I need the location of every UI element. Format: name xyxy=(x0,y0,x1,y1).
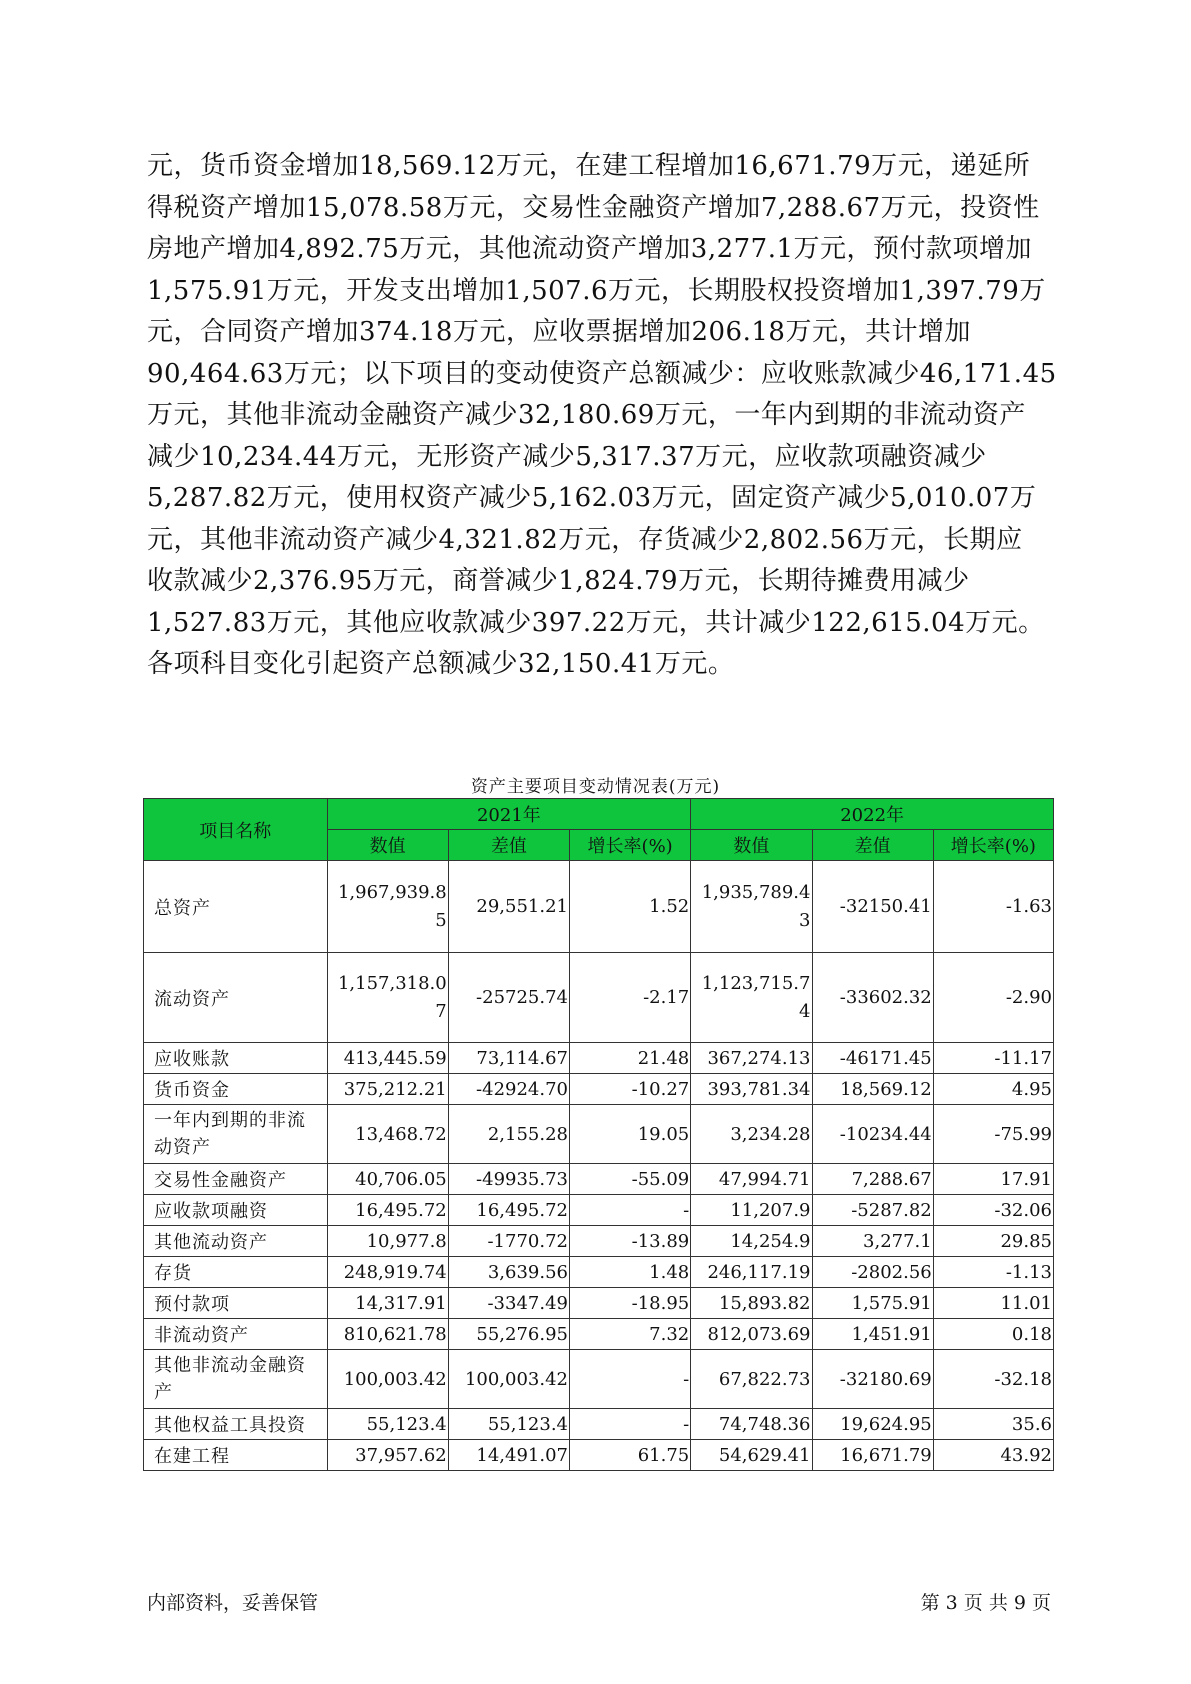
table-row xyxy=(144,1257,1054,1288)
cell-diff-2022: -32150.41 xyxy=(812,861,933,953)
cell-growth-2021: -55.09 xyxy=(570,1164,691,1195)
cell-value-2022: 393,781.34 xyxy=(691,1074,812,1105)
paragraph-line: 得税资产增加15,078.58万元，交易性金融资产增加7,288.67万元，投资性 xyxy=(147,192,1040,223)
cell-growth-2021: 1.52 xyxy=(570,861,691,953)
cell-value-2021: 16,495.72 xyxy=(327,1195,448,1226)
row-name: 应收款项融资 xyxy=(144,1195,328,1226)
cell-value-2021: 13,468.72 xyxy=(327,1105,448,1164)
cell-diff-2022: -33602.32 xyxy=(812,953,933,1043)
cell-value-2022: 15,893.82 xyxy=(691,1288,812,1319)
cell-value-2022: 74,748.36 xyxy=(691,1409,812,1440)
cell-value-2022: 54,629.41 xyxy=(691,1440,812,1471)
cell-value-2022: 812,073.69 xyxy=(691,1319,812,1350)
header-growth: 增长率(%) xyxy=(570,830,691,861)
cell-growth-2021: - xyxy=(570,1350,691,1409)
cell-value-2021: 248,919.74 xyxy=(327,1257,448,1288)
cell-growth-2022: 4.95 xyxy=(933,1074,1053,1105)
cell-diff-2022: 7,288.67 xyxy=(812,1164,933,1195)
cell-diff-2022: 19,624.95 xyxy=(812,1409,933,1440)
cell-growth-2022: -1.63 xyxy=(933,861,1053,953)
cell-value-2021: 1,967,939.85 xyxy=(327,861,448,953)
cell-value-2022: 1,123,715.74 xyxy=(691,953,812,1043)
table-row xyxy=(144,1195,1054,1226)
table-row xyxy=(144,1164,1054,1195)
cell-diff-2022: 16,671.79 xyxy=(812,1440,933,1471)
cell-value-2022: 367,274.13 xyxy=(691,1043,812,1074)
table-row xyxy=(144,1319,1054,1350)
row-name: 应收账款 xyxy=(144,1043,328,1074)
cell-diff-2021: -42924.70 xyxy=(448,1074,569,1105)
row-name: 其他权益工具投资 xyxy=(144,1409,328,1440)
cell-growth-2022: -2.90 xyxy=(933,953,1053,1043)
cell-diff-2021: 3,639.56 xyxy=(448,1257,569,1288)
cell-diff-2021: -3347.49 xyxy=(448,1288,569,1319)
cell-diff-2022: -10234.44 xyxy=(812,1105,933,1164)
table-row xyxy=(144,953,1054,1043)
row-name: 在建工程 xyxy=(144,1440,328,1471)
cell-growth-2021: -18.95 xyxy=(570,1288,691,1319)
paragraph-line: 元，合同资产增加374.18万元，应收票据增加206.18万元，共计增加 xyxy=(147,317,971,347)
row-name: 非流动资产 xyxy=(144,1319,328,1350)
cell-growth-2021: 19.05 xyxy=(570,1105,691,1164)
cell-growth-2021: -13.89 xyxy=(570,1226,691,1257)
footer-page-number: 第 3 页 共 9 页 xyxy=(920,1592,1051,1614)
cell-diff-2021: 55,123.4 xyxy=(448,1409,569,1440)
header-growth: 增长率(%) xyxy=(933,830,1053,861)
footer-confidential: 内部资料，妥善保管 xyxy=(147,1592,319,1614)
row-name: 货币资金 xyxy=(144,1074,328,1105)
cell-growth-2022: -32.06 xyxy=(933,1195,1053,1226)
cell-growth-2022: 35.6 xyxy=(933,1409,1053,1440)
cell-value-2022: 246,117.19 xyxy=(691,1257,812,1288)
cell-growth-2021: - xyxy=(570,1409,691,1440)
paragraph-line: 万元，其他非流动金融资产减少32,180.69万元，一年内到期的非流动资产 xyxy=(147,400,1026,430)
cell-diff-2021: 16,495.72 xyxy=(448,1195,569,1226)
table-row xyxy=(144,1105,1054,1164)
table-row xyxy=(144,1226,1054,1257)
cell-value-2022: 67,822.73 xyxy=(691,1350,812,1409)
cell-growth-2022: -75.99 xyxy=(933,1105,1053,1164)
paragraph-line: 房地产增加4,892.75万元，其他流动资产增加3,277.1万元，预付款项增加 xyxy=(147,234,1033,264)
cell-growth-2022: -32.18 xyxy=(933,1350,1053,1409)
cell-value-2022: 47,994.71 xyxy=(691,1164,812,1195)
cell-diff-2022: -5287.82 xyxy=(812,1195,933,1226)
cell-growth-2022: 11.01 xyxy=(933,1288,1053,1319)
paragraph-line: 1,527.83万元，其他应收款减少397.22万元，共计减少122,615.04万元。 xyxy=(147,607,1045,638)
header-value: 数值 xyxy=(327,830,448,861)
row-name: 预付款项 xyxy=(144,1288,328,1319)
cell-growth-2022: 29.85 xyxy=(933,1226,1053,1257)
cell-value-2021: 55,123.4 xyxy=(327,1409,448,1440)
table-caption: 资产主要项目变动情况表(万元) xyxy=(470,777,721,797)
cell-value-2022: 11,207.9 xyxy=(691,1195,812,1226)
paragraph-line: 90,464.63万元；以下项目的变动使资产总额减少：应收账款减少46,171.45 xyxy=(147,358,1057,389)
paragraph-line: 元，其他非流动资产减少4,321.82万元，存货减少2,802.56万元，长期应 xyxy=(147,524,1023,555)
table-row xyxy=(144,1350,1054,1409)
cell-value-2022: 1,935,789.43 xyxy=(691,861,812,953)
row-name: 交易性金融资产 xyxy=(144,1164,328,1195)
cell-diff-2022: 1,451.91 xyxy=(812,1319,933,1350)
table-row xyxy=(144,1074,1054,1105)
header-year-2022: 2022年 xyxy=(691,799,1054,830)
cell-diff-2021: 100,003.42 xyxy=(448,1350,569,1409)
paragraph-line: 5,287.82万元，使用权资产减少5,162.03万元，固定资产减少5,010.07万 xyxy=(147,483,1037,513)
row-name: 其他非流动金融资产 xyxy=(144,1350,328,1409)
cell-diff-2022: 3,277.1 xyxy=(812,1226,933,1257)
cell-value-2021: 14,317.91 xyxy=(327,1288,448,1319)
header-item-name: 项目名称 xyxy=(144,799,328,861)
paragraph-line: 1,575.91万元，开发支出增加1,507.6万元，长期股权投资增加1,397.79万 xyxy=(147,275,1046,306)
cell-growth-2021: -2.17 xyxy=(570,953,691,1043)
row-name: 一年内到期的非流动资产 xyxy=(144,1105,328,1164)
cell-value-2021: 100,003.42 xyxy=(327,1350,448,1409)
cell-diff-2022: 1,575.91 xyxy=(812,1288,933,1319)
body-paragraph xyxy=(147,146,1057,686)
table-row xyxy=(144,861,1054,953)
asset-change-table xyxy=(143,798,1054,1471)
cell-growth-2021: 61.75 xyxy=(570,1440,691,1471)
row-name: 其他流动资产 xyxy=(144,1226,328,1257)
header-value: 数值 xyxy=(691,830,812,861)
cell-diff-2022: -32180.69 xyxy=(812,1350,933,1409)
cell-growth-2021: - xyxy=(570,1195,691,1226)
cell-diff-2021: -49935.73 xyxy=(448,1164,569,1195)
cell-diff-2021: 73,114.67 xyxy=(448,1043,569,1074)
cell-diff-2021: 14,491.07 xyxy=(448,1440,569,1471)
table-row xyxy=(144,1409,1054,1440)
cell-growth-2022: 0.18 xyxy=(933,1319,1053,1350)
header-diff: 差值 xyxy=(448,830,569,861)
cell-value-2021: 1,157,318.07 xyxy=(327,953,448,1043)
cell-diff-2022: 18,569.12 xyxy=(812,1074,933,1105)
cell-diff-2021: -25725.74 xyxy=(448,953,569,1043)
row-name: 流动资产 xyxy=(144,953,328,1043)
cell-diff-2021: 29,551.21 xyxy=(448,861,569,953)
cell-growth-2021: 7.32 xyxy=(570,1319,691,1350)
cell-growth-2021: 21.48 xyxy=(570,1043,691,1074)
cell-growth-2021: 1.48 xyxy=(570,1257,691,1288)
row-name: 总资产 xyxy=(144,861,328,953)
paragraph-line: 减少10,234.44万元，无形资产减少5,317.37万元，应收款项融资减少 xyxy=(147,441,987,472)
cell-diff-2021: -1770.72 xyxy=(448,1226,569,1257)
cell-growth-2022: -1.13 xyxy=(933,1257,1053,1288)
table-row xyxy=(144,1288,1054,1319)
cell-growth-2022: 17.91 xyxy=(933,1164,1053,1195)
header-year-2021: 2021年 xyxy=(327,799,691,830)
cell-value-2021: 810,621.78 xyxy=(327,1319,448,1350)
cell-value-2022: 14,254.9 xyxy=(691,1226,812,1257)
header-diff: 差值 xyxy=(812,830,933,861)
cell-growth-2022: -11.17 xyxy=(933,1043,1053,1074)
table-row xyxy=(144,1043,1054,1074)
cell-value-2021: 37,957.62 xyxy=(327,1440,448,1471)
cell-value-2021: 413,445.59 xyxy=(327,1043,448,1074)
cell-value-2021: 40,706.05 xyxy=(327,1164,448,1195)
table-row xyxy=(144,1440,1054,1471)
cell-value-2021: 10,977.8 xyxy=(327,1226,448,1257)
paragraph-line: 收款减少2,376.95万元，商誉减少1,824.79万元，长期待摊费用减少 xyxy=(147,566,970,596)
cell-value-2022: 3,234.28 xyxy=(691,1105,812,1164)
cell-growth-2021: -10.27 xyxy=(570,1074,691,1105)
cell-growth-2022: 43.92 xyxy=(933,1440,1053,1471)
cell-value-2021: 375,212.21 xyxy=(327,1074,448,1105)
cell-diff-2021: 55,276.95 xyxy=(448,1319,569,1350)
cell-diff-2022: -46171.45 xyxy=(812,1043,933,1074)
cell-diff-2021: 2,155.28 xyxy=(448,1105,569,1164)
paragraph-line: 各项科目变化引起资产总额减少32,150.41万元。 xyxy=(147,649,735,679)
row-name: 存货 xyxy=(144,1257,328,1288)
cell-diff-2022: -2802.56 xyxy=(812,1257,933,1288)
paragraph-line: 元，货币资金增加18,569.12万元，在建工程增加16,671.79万元，递延所 xyxy=(147,151,1031,181)
